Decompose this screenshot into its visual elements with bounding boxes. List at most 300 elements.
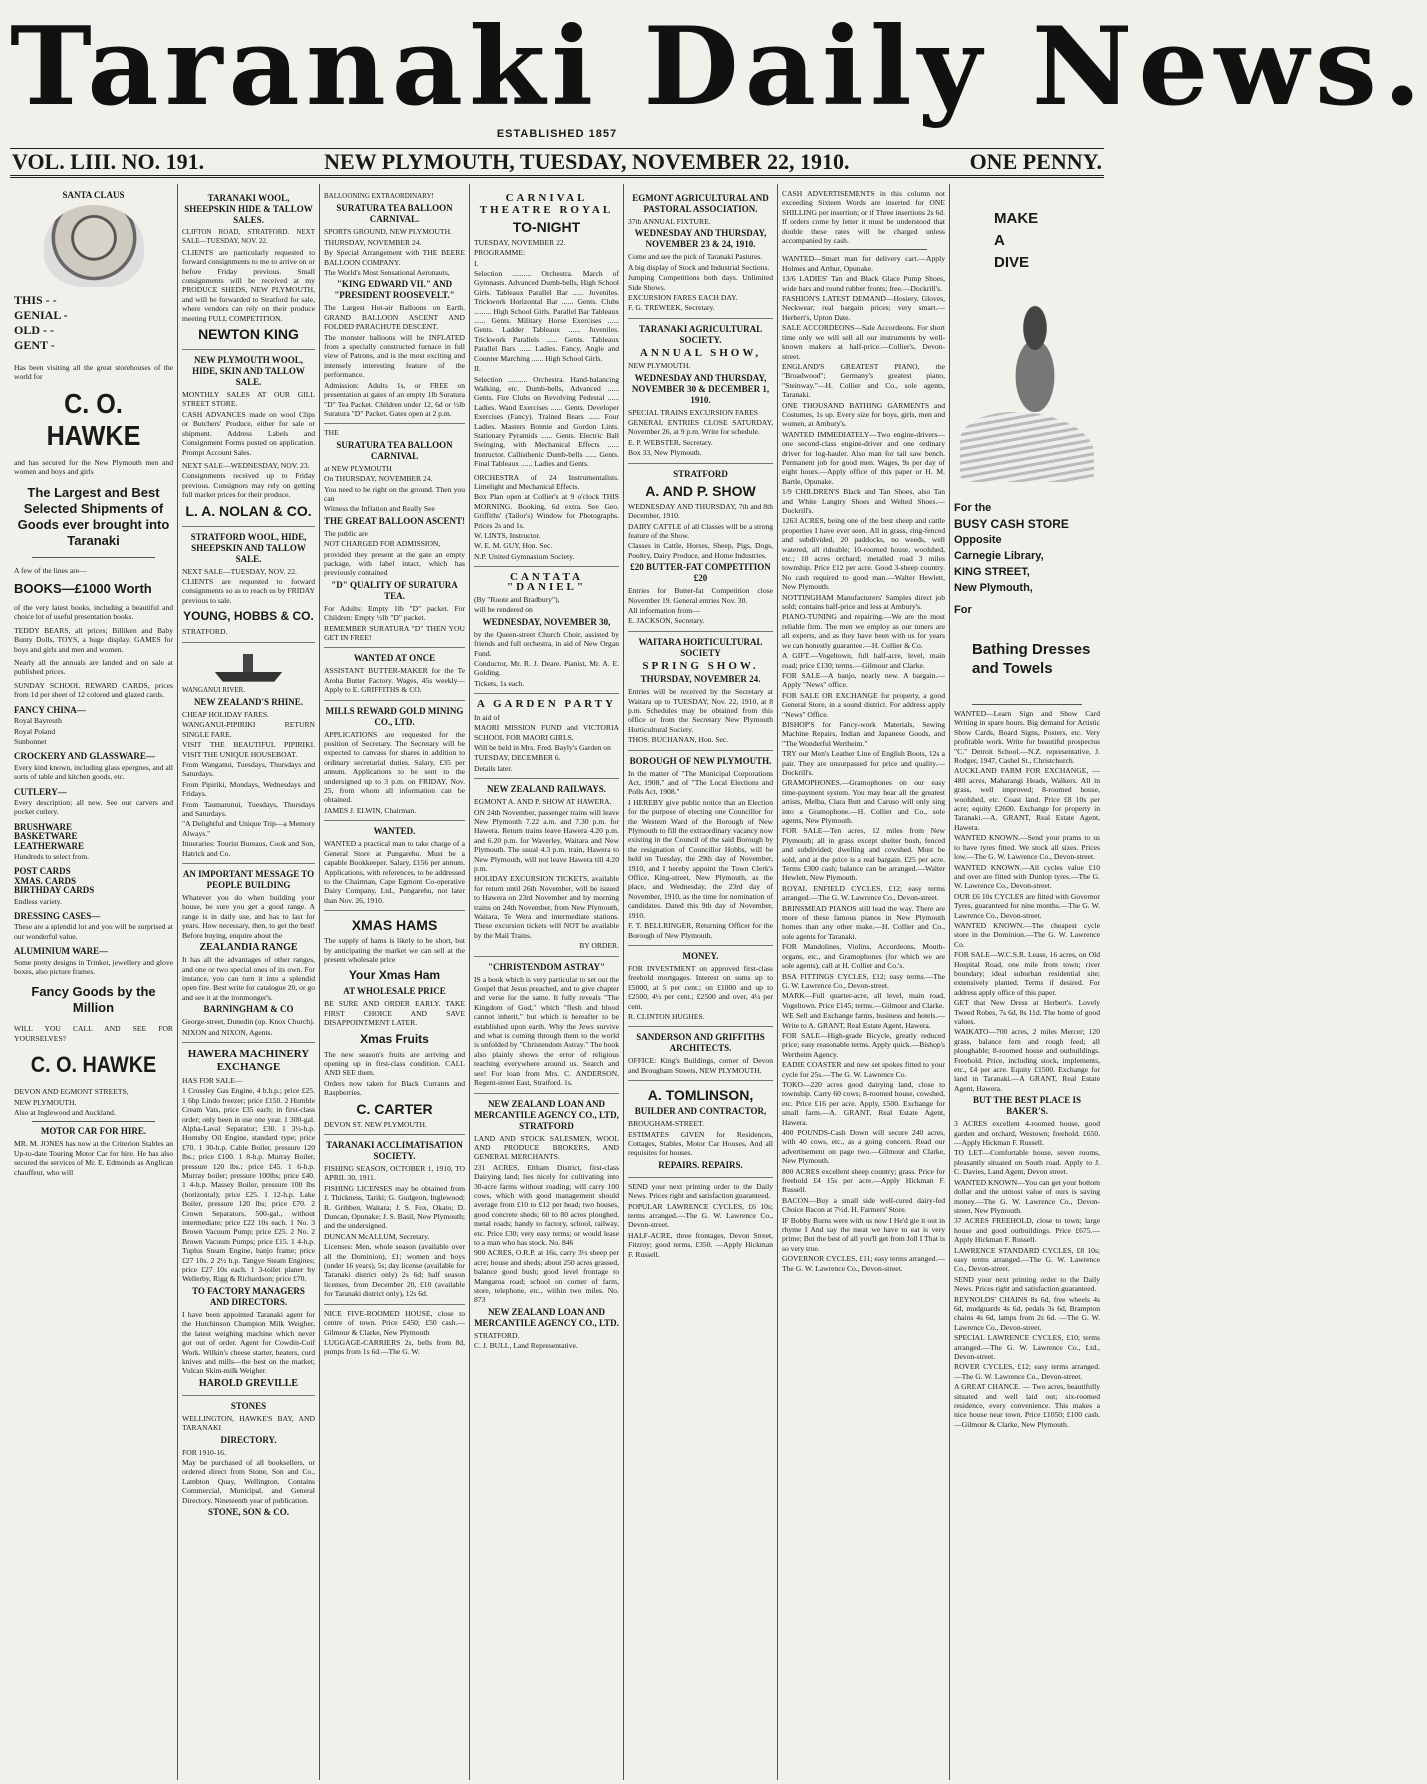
house-ad: [324, 1305, 465, 1362]
children-shoes: 1/9 CHILDREN'S Black and Tan Shoes, also Tan and White Langtry Shoes and Welted Shoes.—Dockrill's.: [782, 487, 945, 515]
new-plymouth-7: New Plymouth,: [954, 582, 1033, 594]
aeronauts: The World's Most Sensational Aeronauts,: [324, 268, 450, 278]
stratford-wool-ad: [182, 527, 315, 643]
acres-3: 3 ACRES excellent 4-roomed house, good garden and orchard, Westown; freehold. £650.—Apply Hickman F. Russell.: [954, 1119, 1100, 1148]
post-cards-heading: POST CARDS: [14, 866, 71, 877]
from-wanganui: From Wanganui, Tuesdays, Thursdays and Saturdays.: [182, 760, 315, 779]
cantata-ad: [474, 567, 619, 694]
clifton-road: CLIFTON ROAD, STRATFORD. NEXT SALE—TUESDAY, NOV. 22.: [182, 228, 315, 246]
half-acre: HALF-ACRE, three frontages, Devon Street, Fitzroy; good terms, £350. —Apply Hickman F. Russell.: [628, 1230, 773, 1259]
for-sale-exchange: FOR SALE OR EXCHANGE for property, a good General Store, in a sound district. For address apply "News" Office.: [782, 690, 945, 719]
consignments: Consignments received up to Friday previous. Consignors may rely on getting full market prices for their produce.: [182, 471, 315, 500]
monthly-sales: MONTHLY SALES AT OUR GILL STREET STORE.: [182, 390, 315, 409]
column-6: [778, 184, 950, 1780]
carnival-ad: [474, 188, 619, 567]
this-text: THIS - -: [14, 293, 57, 307]
factory-heading: TO FACTORY MANAGERS AND DIRECTORS.: [192, 1285, 305, 1307]
machinery-list: 1 Crossley Gas Engine, 4 b.h.p.; price £25. 1 6hp Lindo freezer; price £150. 2 Humble Cream Vats, price £35 each; in first-class order; only been in use one year. 1 300-gal. Alpha-Laval Separator; £30. 1 3½-h.p. Hornsby Oil Engine, standard type; price £70. 1 30-h.p. Cable Boiler, pressure 120 lbs.; price £100. 1 8-h.p. Murray Boiler, pressure 120 lbs.; price £45. 1 6-h.p. Murray boiler; pressure 100lbs; price £40. 1 4-h.p. Massey Boiler, pressure 100 lbs (horizontal); price £25. 1 12-h.p. Lake Boiler, pressure 120 lbs; price £70. 2 Crown Separators, 500-gal., without intermediate; price £22 10s each. 1 No. 3 Brown Vacuum Pump; price £25. 2 No. 2 Brown Vacuum Pumps; price £15. 1 4-h.p. Tuplus Steam Engine, banjo frame; price £27 10s. 2 2½ h.p. Tangye Steam Engines; price £27 10s each. 1 3-toilet planer by Wellerby, Rigg & Richardson; price £70.: [182, 1086, 315, 1284]
nzloan-ad: [474, 1094, 619, 1356]
clients-text: CLIENTS are particularly requested to forward consignments to me to arrive on or before Friday previous. Small consignments will be received at my PRODUCE SHEDS, NEW PLYMOUTH, and will be forwarded to Stratford for sale, where vendors can rely on their produce meeting FULL COMPETITION.: [182, 247, 315, 323]
cutlery-heading: CUTLERY—: [14, 786, 67, 797]
for-label: For: [954, 604, 972, 616]
for-sale-banjo: FOR SALE—A banjo, nearly new. A bargain.—Apply "News" office.: [782, 670, 945, 690]
reynolds: REYNOLDS' CHAINS 8s 6d, free wheels 4s 6d, mudguards 4s 6d, pedals 3s 6d, Brampton chains 4s 6d, lamps from 2s 6d. —The G. W. Lawrence Co., Devon-street.: [954, 1294, 1100, 1332]
barningham: BARNINGHAM & CO: [203, 1004, 294, 1015]
stones-directory-ad: [182, 1396, 315, 1524]
new-plymouth: NEW PLYMOUTH.: [14, 1097, 77, 1107]
opposite: Opposite: [954, 534, 1002, 546]
queen-street: by the Queen-street Church Choir, assisted by friends and full orchestra, in aid of New Organ Fund.: [474, 629, 619, 658]
nixon-agents: NIXON and NIXON, Agents.: [182, 1027, 273, 1037]
george-street: George-street, Dunedin (op. Knox Church).: [182, 1017, 315, 1027]
waitara-hort: WAITARA HORTICULTURAL SOCIETY: [638, 636, 763, 658]
theatre-royal: THEATRE ROYAL: [479, 204, 614, 217]
bacon: BACON—Buy a small side well-cured dairy-fed Choice Bacon at 7½d. H. Farmers' Store.: [782, 1195, 945, 1215]
gent-text: GENT -: [14, 338, 55, 352]
land-stock: LAND AND STOCK SALESMEN, WOOL AND PRODUCE BROKERS, AND GENERAL MERCHANTS.: [474, 1133, 619, 1162]
stratford-show-ad: [628, 464, 773, 632]
box-plan: Box Plan open at Collier's at 9 o'clock THIS MORNING. Booking, 6d extra. See Geo. Griffiths' (Tailor's) Window for Photographs. Prices 2s and 1s.: [474, 492, 619, 530]
entries-2: Entries for Butter-fat Competition close November 19. General entries Nov. 30.: [628, 586, 773, 605]
stratford-2: STRATFORD.: [474, 1330, 520, 1340]
for-the: For the: [954, 502, 992, 514]
witness-inflation: Witness the Inflation and Really See: [324, 504, 435, 514]
lawrence-standard: LAWRENCE STANDARD CYCLES, £8 10s; easy terms arranged.—The G. W. Lawrence Co., Devon-street.: [954, 1245, 1100, 1274]
builder: BUILDER AND CONTRACTOR,: [634, 1106, 767, 1117]
divider: [972, 704, 1082, 705]
directory-heading: DIRECTORY.: [220, 1434, 277, 1445]
balloon-ad: [324, 188, 465, 424]
wednesday-nov-30: WEDNESDAY, NOVEMBER 30,: [482, 616, 611, 627]
estimates: ESTIMATES GIVEN for Residences, Cottages, Stables, Motor Car Houses, And all requisites for houses.: [628, 1129, 773, 1158]
programme-label: PROGRAMME:: [474, 248, 526, 258]
on-24th: ON 24th November, passenger trains will leave New Plymouth 7.22 a.m. and 7.30 p.m. for Hawera. Return trains leave Hawera 4.20 p.m. and 6.20 p.m. for Waverley, Waitara and New Plymouth. The usual 4.3 p.m. train, Hawera to New Plymouth, will not leave Hawera till 4.20 p.m.: [474, 807, 619, 873]
carter-address: DEVON ST. NEW PLYMOUTH.: [324, 1119, 427, 1129]
england-piano: ENGLAND'S GREATEST PIANO, the "Broadwood"; Germany's greatest piano, "Steinway."—H. Collier and Co., sole agents, Taranaki.: [782, 361, 945, 400]
wholesale-price: AT WHOLESALE PRICE: [343, 986, 446, 997]
wanted-at-once: WANTED AT ONCE: [353, 653, 436, 664]
be-sure: BE SURE AND ORDER EARLY. TAKE FIRST CHOICE AND SAVE DISAPPOINTMENT LATER.: [324, 999, 465, 1028]
waikato: WAIKATO—700 acres, 2 miles Mercer; 120 grass, balance fern and rough feed; all ploughable; 8-roomed house and outbuildings. Freehold. Price, including stock, implements, etc., £4 per acre. Equity £1500. Exchange for land in Taranaki.—A GRANT, Real Estate Agent, Hawera.: [954, 1027, 1100, 1093]
practical-text: WANTED a practical man to take charge of a General Store at Pungarehu. Must be a capable Bookkeeper. Salary, £156 per annum. Applications, with references, to be addressed to the Chairman, Cape Egmont Co-operative Dairy Company, Ltd., Pungarehu, not later than Nov. 26, 1910.: [324, 839, 465, 905]
king-street: KING STREET,: [954, 566, 1030, 578]
rendered-on: will be rendered on: [474, 605, 533, 615]
money-heading: MONEY.: [682, 950, 719, 961]
info: All information from—: [628, 605, 700, 615]
busy-cash-store: BUSY CASH STORE: [954, 517, 1069, 531]
zealandia-text: It has all the advantages of other ranges, and one or two special ones of its own. For instance, you can turn it into a splendid open fire. Best write for catalogue 20, or go and see it at the ironmonger's.: [182, 955, 315, 1002]
on-thursday: On THURSDAY, NOVEMBER 24.: [324, 474, 433, 484]
zealandia-ad: [182, 864, 315, 1043]
toko: TOKO—220 acres good dairying land, close to township. Carry 60 cows; 8-roomed house, cowshed, etc. Price £16 per acre. Apply, £500. Exchange for small farm.—A. GRANT, Real Estate Agent, Hawera.: [782, 1079, 945, 1127]
adults-children: For Adults: Empty 1lb "D" packet. For Children: Empty ½lb "D" packet.: [324, 603, 465, 623]
fishing-season: FISHING SEASON, OCTOBER 1, 1910, TO APRIL 30, 1911.: [324, 1164, 465, 1183]
special-arrangement: By Special Arrangement with THE BEERE BALLOON COMPANY.: [324, 248, 465, 267]
sports-ground: SPORTS GROUND, NEW PLYMOUTH.: [324, 227, 452, 237]
remember-suratura: REMEMBER SURATURA "D" THEN YOU GET IN FREE!: [324, 623, 465, 642]
nzloan-heading-2: NEW ZEALAND LOAN AND MERCANTILE AGENCY CO., LTD.: [474, 1306, 619, 1328]
jumping: Jumping Competitions both days. Unlimited Side Shows.: [628, 273, 773, 292]
dressing-text: These are a splendid lot and you will be surprised at our wonderful value.: [14, 922, 173, 941]
volume-number: VOL. LIII. NO. 191.: [12, 149, 205, 174]
stratford-heading: STRATFORD: [673, 468, 728, 479]
held-garden: Will be held in Mrs. Fred. Bayly's Garden on: [474, 742, 611, 752]
old-text: OLD - -: [14, 323, 54, 337]
christendom-ad: [474, 957, 619, 1094]
visit-pipiriki: VISIT THE BEAUTIFUL PIPIRIKI. VISIT THE UNIQUE HOUSEBOAT.: [182, 740, 315, 759]
price: ONE PENNY.: [969, 149, 1102, 174]
carter-name: C. CARTER: [356, 1100, 433, 1117]
aluminium-text: Some pretty designs in Trinket, jewellery and glove boxes, also picture frames.: [14, 957, 173, 977]
try-boots: TRY our Men's Leather Line of English Boots, 12s a pair. They are unsurpassed for price and quality.—Dockrill's.: [782, 749, 945, 777]
birthday-cards-heading: BIRTHDAY CARDS: [14, 885, 95, 896]
nolan-name: L. A. NOLAN & CO.: [185, 502, 312, 519]
ladies-shoes: 13/6 LADIES' Tan and Black Glace Pump Shoes, wide bars and round rubber fronts; free.—Dockrill's.: [782, 274, 945, 293]
sunday-cards-text: SUNDAY SCHOOL REWARD CARDS, prices from 1d per sheet of 12 colored and glazed cards.: [14, 680, 173, 700]
need-ground: You need to be right on the ground. Then you can: [324, 484, 465, 503]
suratura-carnival-2: SURATURA TEA BALLOON CARNIVAL: [336, 439, 453, 461]
newspaper-title: Taranaki Daily News.: [10, 3, 1427, 130]
gift: A GIFT.—Vogeltown, full half-acre, level, main road; price £130; terms.—Gilmour and Clarke.: [782, 651, 945, 670]
by-order: BY ORDER.: [579, 941, 619, 951]
piano-tuning: PIANO-TUNING and repairing.—We are the most reliable firm. The men we employ as our tuners are all experts, and as they have been with us for years we can honestly guarantee.—H. Collier & Co.: [782, 612, 945, 650]
suratura-carnival: SURATURA TEA BALLOON CARNIVAL.: [336, 203, 453, 225]
great-chance: A GREAT CHANCE. — Two acres, beautifully situated and well laid out; six-roomed residence, every convenience. This makes a nice house near town. Price £1050; £100 cash.—Gilmour & Clarke, New Plymouth.: [954, 1382, 1100, 1429]
railways-ad: [474, 779, 619, 957]
delightful-trip: "A Delightful and Unique Trip—a Memory Always.": [182, 819, 315, 838]
wool-sales-ad: [182, 188, 315, 350]
wanganui-river: WANGANUI RIVER.: [182, 685, 245, 694]
hawera-machinery: HAWERA MACHINERY EXCHANGE: [187, 1047, 310, 1073]
mills-reward: MILLS REWARD GOLD MINING CO., LTD.: [325, 705, 464, 727]
carnival-heading: CARNIVAL: [505, 192, 588, 204]
special-lawrence: SPECIAL LAWRENCE CYCLES, £10; terms arranged.—The G. W. Lawrence Co., Ltd., Devon-street.: [954, 1333, 1100, 1361]
spring-show: SPRING SHOW.: [642, 659, 759, 672]
guy: W. E. M. GUY, Hon. Sec.: [474, 541, 553, 551]
send-printing-7: SEND your next printing order to the Daily News. Prices right and satisfaction guaranteed.: [954, 1274, 1100, 1294]
visiting-text: Has been visiting all the great storehouses of the world for: [14, 363, 173, 382]
at-new-plymouth: at NEW PLYMOUTH: [324, 463, 392, 473]
nzloan-heading: NEW ZEALAND LOAN AND MERCANTILE AGENCY CO., LTD, STRATFORD: [474, 1098, 619, 1131]
divider: [32, 557, 155, 558]
carnegie: Carnegie Library,: [954, 550, 1044, 562]
to-let: TO LET—Comfortable house, seven rooms, pleasantly situated on South road. Apply to J. C. Davies, Land Agent, Devon street.: [954, 1148, 1100, 1177]
acres-800: 800 ACRES excellent sheep country; grass. Price for freehold £4 15s per acre.—Apply Hickman F. Russell.: [782, 1166, 945, 1195]
orchestra: ORCHESTRA of 24 Instrumentalists. Limelight and Mechanical Effects.: [474, 472, 619, 491]
box-33: Box 33, New Plymouth.: [628, 448, 702, 458]
steamer-illustration: [209, 650, 289, 682]
column-7: [950, 184, 1104, 1780]
mcallum: DUNCAN McALLUM, Secretary.: [324, 1231, 430, 1241]
cantata-heading: CANTATA "DANIEL": [507, 571, 586, 593]
wanted-known-3: WANTED KNOWN.—The cheapest cycle store in the Dominion.—The G. W. Lawrence Co.: [954, 920, 1100, 949]
hawke-name-2: C. O. HAWKE: [30, 1052, 157, 1078]
np-wool-ad: [182, 350, 315, 526]
leatherware-heading: LEATHERWARE: [14, 840, 85, 851]
lints: W. LINTS, Instructor.: [474, 531, 541, 540]
treweek: F. G. TREWEEK, Secretary.: [628, 303, 715, 313]
d-quality: "D" QUALITY OF SURATURA TEA.: [331, 579, 458, 601]
garden-party: A GARDEN PARTY: [476, 698, 617, 711]
mills-reward-ad: [324, 701, 465, 822]
established-line: ESTABLISHED 1857: [496, 128, 618, 140]
popular-cycles: POPULAR LAWRENCE CYCLES, £6 10s; terms arranged.—The G. W. Lawrence Co., Devon-street.: [628, 1201, 773, 1230]
come-see: Come and see the pick of Taranaki Pastures.: [628, 252, 763, 262]
cheap-fares: CHEAP HOLIDAY FARES.: [182, 709, 269, 719]
general-entries: GENERAL ENTRIES CLOSE SATURDAY, November 26, at 9 p.m. Write for schedule.: [628, 418, 773, 437]
next-sale-2: NEXT SALE—TUESDAY, NOV. 22.: [182, 566, 297, 576]
wanted-known: WANTED KNOWN.—Send your prams to us to have tyres fitted. We stock all sizes. Prices low.—The G. W. Lawrence Co., Devon-street.: [954, 833, 1100, 862]
in-aid: In aid of: [474, 712, 500, 722]
mark: MARK—Full quarter-acre, all level, main road, Vogeltown. Price £145; terms.—Gilmour and Clarke.: [782, 991, 945, 1010]
wanted-smart: WANTED—Smart man for delivery cart.—Apply Holmes and Arthur, Opunake.: [782, 254, 945, 273]
diver-illustration: [960, 282, 1094, 492]
devon-egmont: DEVON AND EGMONT STREETS,: [14, 1087, 129, 1097]
repairs: REPAIRS. REPAIRS.: [658, 1159, 743, 1170]
stratford-label: STRATFORD.: [182, 627, 228, 637]
garden-party-ad: [474, 694, 619, 779]
zealandia-range: ZEALANDIA RANGE: [199, 942, 298, 954]
books-text: of the very latest books, including a beautiful and choice lot of useful presentation books.: [14, 603, 173, 622]
butter-fat: £20 BUTTER-FAT COMPETITION £20: [630, 562, 771, 584]
fancy-million: Fancy Goods by the Million: [31, 984, 156, 1016]
column-3: [320, 184, 470, 1780]
cutlery-text: Every description; all new. See our carvers and pocket cutlery.: [14, 797, 173, 817]
crockery-text: Every kind known, including glass epergnes, and all sorts of table and kitchen goods, etc.: [14, 762, 173, 782]
factory-text: I have been appointed Taranaki agent for the Hutchinson Champion Milk Weigher, the latest weighing machine which never got out of order. Agent for Cowdin-Coif Work. Wilkin's cheese starter, heaters, curd knives and mills—the best on the market; Vulcan Skim-milk Weigher.: [182, 1309, 315, 1376]
thursday-nov-24: THURSDAY, NOVEMBER 24.: [324, 237, 422, 247]
great-ascent: THE GREAT BALLOON ASCENT!: [324, 515, 465, 526]
best-place: BUT THE BEST PLACE IS BAKER'S.: [972, 1095, 1082, 1117]
balloon-ad-2: [324, 424, 465, 648]
king-edward: "KING EDWARD VII." AND "PRESIDENT ROOSEVELT.": [334, 279, 455, 301]
our-cycles: OUR £6 10s CYCLES are fitted with Governor Tyres, guaranteed for nine months.—The G. W. Lawrence Co., Devon-street.: [954, 891, 1100, 920]
greville-name: HAROLD GREVILLE: [198, 1377, 299, 1389]
not-charged: NOT CHARGED FOR ADMISSION,: [324, 539, 441, 549]
column-4: [470, 184, 624, 1780]
may-be-purchased: May be purchased of all booksellers, or ordered direct from Stone, Son and Co., Lambton Quay, Wellington. Contains Commercial, Municipal, and General Directory. Nineteenth year of publication.: [182, 1457, 315, 1505]
wellington-hb: WELLINGTON, HAWKE'S BAY, AND TARANAKI: [182, 1413, 315, 1433]
applications-text: APPLICATIONS are requested for the position of Secretary. The Secretary will be expected to canvass for shares in addition to ordinary secretarial duties. Salary, £35 per annum. Applications to be sent to the undersigned up to 3 p.m. on FRIDAY, Nov. 25, from whom all information can be obtained.: [324, 729, 465, 805]
acres-37: 37 ACRES FREEHOLD, close to town; large house and good outbuildings. Price £675.—Apply Hickman F. Russell.: [954, 1216, 1100, 1245]
nottingham: NOTTINGHAM Manufacturers' Samples direct job sold; contains half-price and less at Ambury's.: [782, 592, 945, 612]
cash-advances: CASH ADVANCES made on wool Clips or Butchers' Produce, either for sale or shipment. Address Labels and Consignment Forms posted on application. Prompt Account Sales.: [182, 409, 315, 457]
office-text: OFFICE: King's Buildings, corner of Devon and Brougham Streets, NEW PLYMOUTH.: [628, 1056, 773, 1075]
acres-1263: 1263 ACRES, being one of the best sheep and cattle properties I have ever seen. All in grass, ring-fenced and subdivided, 20 paddocks, no weeds, well watered, all rideable; 10-roomed house, woolshed, etc.; 10 acres orchard; metalled road 3 miles township. Price £12 per acre. Good 3-sheep country. No cash required to good man.—Walter Hewlett, New Plymouth.: [782, 516, 945, 592]
assistant-text: ASSISTANT BUTTER-MAKER for the Te Aroha Butter Factory. Wages, 45s weekly—Apply to E. GRIFFITHS & CO.: [324, 666, 465, 695]
crockery-heading: CROCKERY AND GLASSWARE—: [14, 751, 155, 762]
provided-text: provided they present at the gate an empty package, with label intact, which has previously contained: [324, 549, 465, 578]
tomlinson: A. TOMLINSON,: [647, 1087, 754, 1104]
aluminium-heading: ALUMINIUM WARE—: [14, 946, 109, 957]
dressing-heading: DRESSING CASES—: [14, 911, 101, 921]
egmont-ag: EGMONT AGRICULTURAL AND PASTORAL ASSOCIATION.: [632, 193, 769, 214]
hundreds-text: Hundreds to select from.: [14, 851, 90, 861]
pipiriki-fare: WANGANUI-PIPIRIKI RETURN SINGLE FARE.: [182, 720, 315, 739]
from-taumarunui: From Taumarunui, Tuesdays, Thursdays and Saturdays.: [182, 799, 315, 819]
programme-2: Selection .......... Orchestra. Hand-balancing Walking, etc. Dumb-bells, Advanced ...... Gents. Fire Clubs on Revolving Pedestal ...... Ladies. Wand Exercises ...... Gents. Developer Exercises (Fancy). Trained Bears ...... Four Ladies. Masters Bonnie and Gordon Lints. Stationary Pyramids ...... Gents. Electric Ball Swinging, with Mechanical Effects ...... Instructor. Callisthenic Dumb-bells ...... Gents. Final Tableaux ...... Ladies and Gents.: [474, 374, 619, 469]
hughes: R. CLINTON HUGHES.: [628, 1011, 705, 1021]
newspaper-columns: [10, 184, 1104, 1780]
column-2: [178, 184, 320, 1780]
itineraries: Itineraries: Tourist Bureaus, Cook and Son, Hatrick and Co.: [182, 839, 315, 858]
npu-society: N.P. United Gymnasium Society.: [474, 551, 575, 561]
bishops: BISHOP'S for Fancy-work Materials, Sewing Machine Repairs, Indian and Japanese Goods, and "The Wonderful Wertheim.": [782, 719, 945, 748]
basketware-heading: BASKETWARE: [14, 831, 78, 842]
column-5: [624, 184, 778, 1780]
programme-1: Selection .......... Orchestra. March of Gymnasts. Advanced Dumb-bells, High School Girls. Tableaux Parallel Bar ...... Juveniles. Trickwork Horizontal Bar ...... Gents. Clubs ......... High School Girls. Parallel Bar Tableaux ...... Gents. Military Horse Exercises ...... Gents. Ladder Tableaux ...... Juveniles. Trickwork Parallels ...... Gents. Tableaux Parallel Bars ...... Ladies. Fancy, Angle and Counter Marching ...... High School Girls.: [474, 269, 619, 363]
tar-wool-heading: TARANAKI WOOL, SHEEPSKIN HIDE & TALLOW SALES.: [184, 193, 313, 225]
a-word: A: [994, 232, 1005, 249]
eadie: EADIE COASTER and new set spokes fitted to your cycle for 25s.—The G. W. Lawrence Co.: [782, 1060, 945, 1079]
holiday-tickets: HOLIDAY EXCURSION TICKETS, available for return until 26th November, will be issued to Hawera on 23rd November and by morning trains on 24th November, from New Plymouth, Waitara, Te Wera and intermediate stations. These excursion tickets will NOT be available by the Mail Trains.: [474, 874, 619, 940]
admission: Admission: Adults 1s, or FREE on presentation at gates of an empty 1lb Suratura "D" Tea Packet. Children under 12, 6d or ½lb Suratura "D" Packet. Gates open at 2 p.m.: [324, 380, 465, 418]
bayreuth-text: Royal Bayreuth: [14, 716, 62, 726]
ap-show: A. AND P. SHOW: [645, 482, 756, 499]
will-you-call: WILL YOU CALL AND SEE FOR YOURSELVES?: [14, 1024, 173, 1043]
largest-shipments: The Largest and Best Selected Shipments of Goods ever brought into Taranaki: [17, 484, 170, 548]
wed-thu: WEDNESDAY AND THURSDAY, NOVEMBER 23 & 24, 1910.: [634, 228, 767, 250]
governor: GOVERNOR CYCLES, £11; easy terms arranged.—The G. W. Lawrence Co., Devon-street.: [782, 1254, 945, 1273]
waitara-hort-ad: [628, 632, 773, 751]
newton-king: NEWTON KING: [198, 326, 299, 343]
get-dress: GET that New Dress at Herbert's. Lovely Tweed Robes, 7s 6d, 8s 11d. The home of good values.: [954, 998, 1100, 1026]
largest-balloons: The Largest Hot-air Balloons on Earth. GRAND BALLOON ASCENT AND FOLDED PARACHUTE DESCENT.: [324, 303, 465, 332]
few-lines: A few of the lines are—: [14, 565, 87, 575]
has-for-sale: HAS FOR SALE—: [182, 1075, 243, 1085]
mandolines: FOR Mandolines, Violins, Accordeons, Mouth-organs, etc., and Gramophones (for which we are sole agents), call at H. Collier and Co.'s.: [782, 942, 945, 971]
cash-ads: CASH ADVERTISEMENTS in this column not exceeding Sixteen Words are inserted for ONE SHILLING per insertion; or if Three insertions 2s 6d. If orders come by letter it must be understood that double these rates will be charged unless accompanied by cash.: [782, 189, 945, 246]
jackson: E. JACKSON, Secretary.: [628, 616, 705, 626]
webster: E. P. WEBSTER, Secretary.: [628, 437, 713, 447]
masthead: [10, 3, 1427, 138]
brougham: BROUGHAM-STREET.: [628, 1119, 705, 1129]
wanganui-ad: [182, 643, 315, 865]
licenses-text: FISHING LICENSES may be obtained from J. Thickness, Tariki; G. Gudgeon, Inglewood; R. Gribben, Waitara; J. S. Fox, Okato; D. Duncan, Opunake; J. S. Basil, New Plymouth; and the undersigned.: [324, 1183, 465, 1231]
fashion: FASHION'S LATEST DEMAND—Hosiery, Gloves, Neckwear; real bargain prices; very smart.—Herbert's, Upton Date.: [782, 294, 945, 322]
tickets: Tickets, 1s each.: [474, 678, 525, 688]
part-2: II.: [474, 364, 481, 374]
money-text: FOR INVESTMENT on approved first-class freehold mortgages. Interest on sums up to £5000, at 5 per cent.; on £1000 and up to £2500, 4½ per cent.; £2500 and over, 4¼ per cent.: [628, 963, 773, 1011]
wed-thu-3: WEDNESDAY AND THURSDAY, 7th and 8th December, 1910.: [628, 501, 773, 521]
books-heading: BOOKS—£1000 Worth: [14, 581, 152, 597]
nz-rhine: NEW ZEALAND'S RHINE.: [193, 696, 304, 707]
np-wool-heading: NEW PLYMOUTH WOOL, HIDE, SKIN AND TALLOW SALE.: [192, 355, 305, 388]
auckland-farm: AUCKLAND FARM FOR EXCHANGE, —480 acres, Maharangi Heads, Walkers. All in grass, well improved; 8-roomed house, woolshed, etc. Coast land. Price £8 10s per acre; equity £2600. Exchange for property in Taranaki.—A. GRANT, Real Estate Agent, Hawera.: [954, 766, 1100, 832]
misc-ads-5: [628, 1178, 773, 1264]
ballooning-extraordinary: BALLOONING EXTRAORDINARY!: [324, 192, 434, 200]
butter-maker-ad: [324, 648, 465, 700]
christendom-text: IS a book which is very particular to set out the Gospel that Jesus preached, and to give chapter and verse for the same. It fully reveals "The Kingdom of God," which "flesh and blood cannot inherit," but which is hereafter to be established upon earth. Why the Jews survive and what is coming through them to the world is unfolded by "Christendom Astray." The book also plainly shows the error of religious teaching everywhere around us. Search and see! For loan from Mrs. C. ANDERSON, Regent-street East, Stratford. 1s.: [474, 974, 619, 1088]
stones-heading: STONES: [230, 1400, 267, 1411]
annual-show: ANNUAL SHOW,: [639, 346, 762, 359]
santa-illustration: [44, 205, 144, 287]
for-sale-wcsr: FOR SALE—W.C.S.R. Lease, 16 acres, on Old Hospital Road, one mile from town; river boundary; ideal suburban residential site; extensively planted. Terms if desired. For address apply office of this paper.: [954, 950, 1100, 997]
egmont-show-hawera: EGMONT A. AND P. SHOW AT HAWERA.: [474, 797, 612, 807]
orders-text: Orders now taken for Black Currants and Raspberries.: [324, 1078, 465, 1098]
from-pipiriki: From Pipiriki, Mondays, Wednesdays and Fridays.: [182, 779, 315, 799]
tuesday-dec-6: TUESDAY, DECEMBER 6.: [474, 753, 561, 763]
also-at: Also at Inglewood and Auckland.: [14, 1108, 116, 1118]
dairy-cattle: DAIRY CATTLE of all Classes will be a strong feature of the Show.: [628, 521, 773, 540]
acclim-ad: [324, 1135, 465, 1305]
fancy-china-heading: FANCY CHINA—: [14, 704, 86, 715]
column-1: [10, 184, 178, 1780]
maori-mission: MAORI MISSION FUND and VICTORIA SCHOOL FOR MAORI GIRLS,: [474, 723, 619, 742]
wanted-learn: WANTED—Learn Sign and Show Card Writing in spare hours. Big demand for Artistic Show Cards, Board Signs, Posters, etc. Very profitable work. Write for beautiful prospectus "C." Detroit School.—N.Z. representative, J. Rodger, 1947, Cashel St., Christchurch.: [954, 709, 1100, 766]
sunbonnet-text: Sunbonnet: [14, 736, 47, 746]
sanderson: SANDERSON AND GRIFFITHS ARCHITECTS.: [636, 1032, 765, 1054]
store-manager-ad: [324, 821, 465, 911]
motor-text: MR. M. JONES has now at the Criterion Stables an Up-to-date Touring Motor Car for hire. He has also secured the services of Mr. E. Edmonds as Anglican chauffeur, who will: [14, 1139, 173, 1177]
borough-heading: BOROUGH OF NEW PLYMOUTH.: [629, 755, 772, 766]
the-label: THE: [324, 428, 339, 438]
classes: Classes in Cattle, Horses, Sheep, Pigs, Dogs, Poultry, Dairy Produce, and Home Industries.: [628, 541, 773, 560]
xmas-cards-heading: XMAS. CARDS: [14, 875, 77, 886]
clients-2: CLIENTS are requested to forward consignments so as to reach us by FRIDAY previous to sale.: [182, 576, 315, 605]
royal-enfield: ROYAL ENFIELD CYCLES, £12; easy terms arranged.—The G. W. Lawrence Co., Devon-street.: [782, 883, 945, 903]
tomlinson-ad: [628, 1081, 773, 1178]
carter-ad: [324, 911, 465, 1135]
thu-24: THURSDAY, NOVEMBER 24.: [640, 674, 761, 685]
tuesday-date: TUESDAY, NOVEMBER 22.: [474, 237, 566, 247]
wanted-known-2: WANTED KNOWN.—All cycles value £10 and over are fitted with Dunlop tyres.—The G. W. Lawrence Co., Devon-street.: [954, 862, 1100, 891]
bellringer: F. T. BELLRINGER, Returning Officer for the Borough of New Plymouth.: [628, 921, 773, 940]
hams-text: The supply of hams is likely to be short, but by anticipating the market we can sell at the present wholesale price: [324, 936, 465, 964]
taranaki-ag-ad: [628, 319, 773, 464]
part-1: I.: [474, 258, 479, 268]
public-are: The public are: [324, 528, 368, 538]
next-sale: NEXT SALE—WEDNESDAY, NOV. 23.: [182, 460, 310, 470]
brushware-heading: BRUSHWARE: [14, 821, 73, 832]
for-year: FOR 1910-16.: [182, 1447, 226, 1457]
big-display: A big display of Stock and Industrial Sections.: [628, 262, 770, 272]
rover: ROVER CYCLES, £12; easy terms arranged.—The G. W. Lawrence Co., Devon-street.: [954, 1362, 1100, 1381]
make: MAKE: [994, 210, 1039, 227]
dateline: NEW PLYMOUTH, TUESDAY, NOVEMBER 22, 1910.: [324, 149, 850, 174]
xmas-fruits: Xmas Fruits: [360, 1031, 429, 1046]
special-trains: SPECIAL TRAINS EXCURSION FARES: [628, 407, 759, 417]
wanted-immediately: WANTED IMMEDIATELY—Two engine-drivers—one second-class engine-driver and one ordinary driver for log-hauler. Also man for tail saw bench. Permanent job for good men. Wages, 9s per day of eight hours.—Apply office of this paper or H. M. Bartle, Opunake.: [782, 429, 945, 486]
acclim-heading: TARANAKI ACCLIMATISATION SOCIETY.: [326, 1140, 463, 1161]
issue-line: [10, 148, 1104, 178]
santa-heading: SANTA CLAUS: [62, 190, 125, 200]
bathing-dresses: Bathing Dresses and Towels: [972, 641, 1091, 677]
tonight: TO-NIGHT: [512, 218, 581, 235]
important-message: AN IMPORTANT MESSAGE TO PEOPLE BUILDING: [182, 869, 315, 891]
bsa: BSA FITTINGS CYCLES, £12; easy terms.—The G. W. Lawrence Co., Devon-street.: [782, 971, 945, 990]
sale-accordeons: SALE ACCORDEONS—Sale Accordeons. For short time only we will sell all our instruments by well-known makers at half-price.—Collier's, Devon-street.: [782, 323, 945, 361]
architects-ad: [628, 1027, 773, 1081]
entries-3: Entries will be received by the Secretary at Waitara up to TUESDAY, Nov. 22, 1910, at 8 p.m. Schedules may be obtained from this office or from the Secretary New Plymouth Horticultural Society.: [628, 687, 773, 734]
bull: C. J. BULL, Land Representative.: [474, 1341, 578, 1351]
buchanan: THOS. BUCHANAN, Hon. Sec.: [628, 735, 729, 745]
brinsmead: BRINSMEAD PIANOS still lead the way. There are more of these famous pianos in New Plymouth homes than any other make.—H. Collier and Co., sole agents for Taranaki.: [782, 903, 945, 941]
motor-heading: MOTOR CAR FOR HIRE.: [40, 1126, 147, 1137]
conductor: Conductor, Mr. R. J. Deare. Pianist, Mr. A. E. Golding.: [474, 659, 619, 678]
bobby-burns: IF Bobby Burns were with us now I He'd gie it out in rhyme I And say the meat we have to eat is very prime; But the best of all you'll get from Joll I That is so very true.: [782, 1215, 945, 1253]
hereby-notice: I HEREBY give public notice that an Election for the purpose of electing one Councillor for the Western Ward of the Borough of New Plymouth to fill the extraordinary vacancy now existing in the Council of the said Borough by the resignation of Councillor Hobbs, will be held on Tuesday, the 29th day of November, 1910, and I hereby appoint the Town Clerk's Office, King-street, New Plymouth, as the place, and Wednesday, the 23rd day of November, 1910, as the time for nomination of candidates. Dated this 9th day of November, 1910.: [628, 797, 773, 920]
hawke-name: C. O. HAWKE: [46, 387, 141, 451]
xmas-hams: XMAS HAMS: [351, 917, 438, 934]
gramophones: GRAMOPHONES.—Gramophones on our easy time-payment system. You may hear all the greatest artists, Melba, Clara Butt and Caruso will only sing into a Gramophone.—H. Collier and Co., sole agents, New Plymouth.: [782, 778, 945, 825]
dive: DIVE: [994, 254, 1030, 271]
luggage-carriers: LUGGAGE-CARRIERS 2s, bells from 8d, pumps from 1s 6d.—The G. W.: [324, 1337, 465, 1357]
nz-railways: NEW ZEALAND RAILWAYS.: [487, 784, 606, 795]
np-label: NEW PLYMOUTH.: [628, 361, 691, 371]
christendom-astray: "CHRISTENDOM ASTRAY": [488, 961, 605, 972]
egmont-ag-ad: [628, 188, 773, 319]
